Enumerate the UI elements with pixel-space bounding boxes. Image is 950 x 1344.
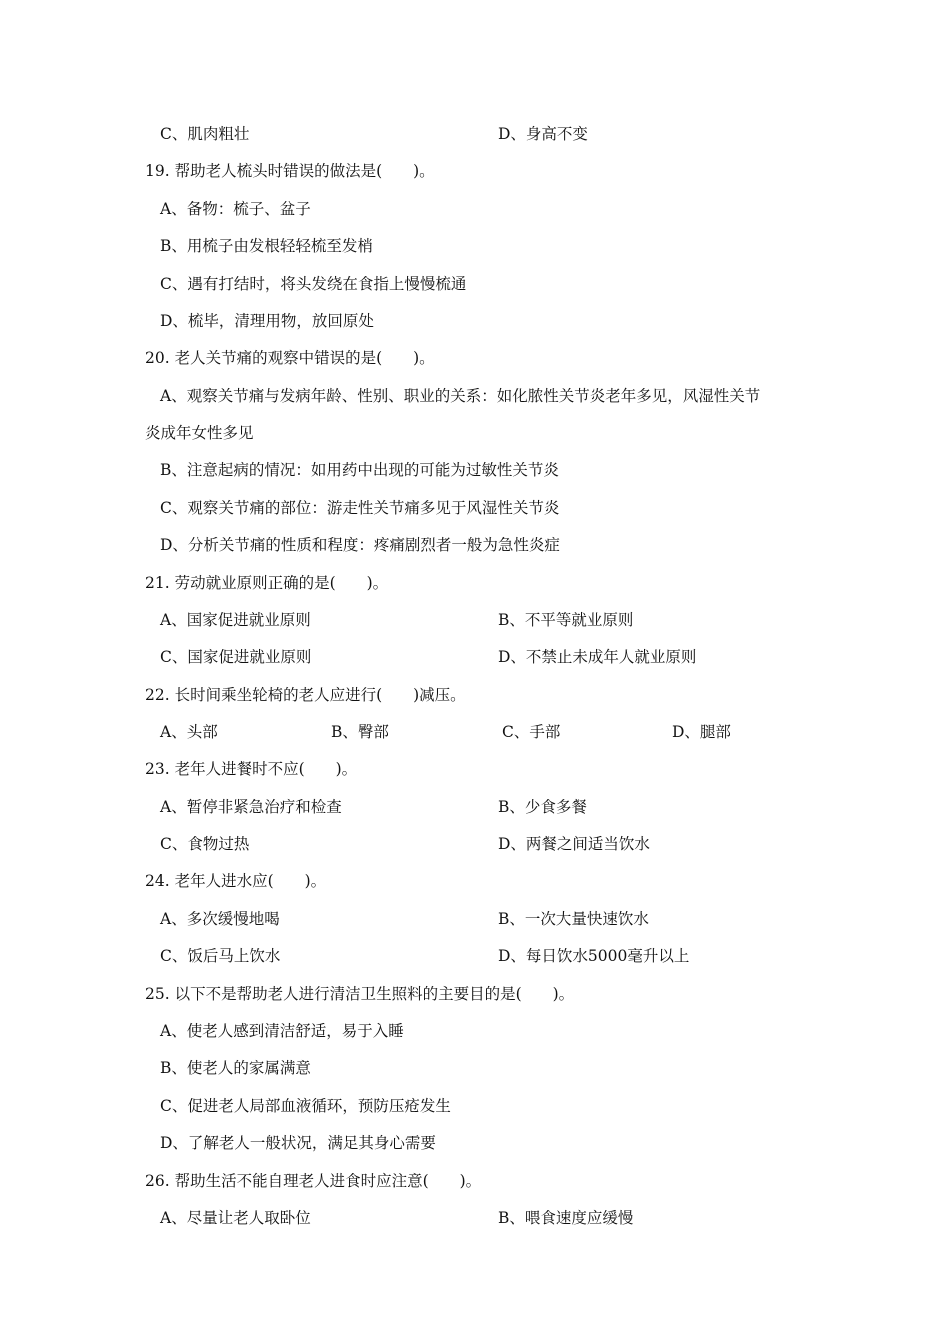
q21-option-d: D、不禁止未成年人就业原则 [498, 648, 697, 666]
q18-option-c: C、肌肉粗壮 [160, 125, 250, 143]
q26-option-b: B、喂食速度应缓慢 [498, 1209, 634, 1227]
q21-question: 21. 劳动就业原则正确的是( )。 [145, 574, 389, 592]
q21-option-a: A、国家促进就业原则 [160, 611, 311, 629]
q18-option-d: D、身高不变 [498, 125, 588, 143]
q24-option-d: D、每日饮水5000毫升以上 [498, 947, 690, 965]
q26-option-a: A、尽量让老人取卧位 [160, 1209, 311, 1227]
q22-question: 22. 长时间乘坐轮椅的老人应进行( )减压。 [145, 686, 466, 704]
q22-option-a: A、头部 [160, 723, 218, 741]
q19-option-a: A、备物：梳子、盆子 [160, 200, 311, 218]
q24-question: 24. 老年人进水应( )。 [145, 872, 327, 890]
q21-option-b: B、不平等就业原则 [498, 611, 634, 629]
q20-question: 20. 老人关节痛的观察中错误的是( )。 [145, 349, 435, 367]
q25-question: 25. 以下不是帮助老人进行清洁卫生照料的主要目的是( )。 [145, 985, 575, 1003]
q23-option-b: B、少食多餐 [498, 798, 587, 816]
q26-question: 26. 帮助生活不能自理老人进食时应注意( )。 [145, 1172, 482, 1190]
q19-option-d: D、梳毕，清理用物，放回原处 [160, 312, 374, 330]
q20-option-c: C、观察关节痛的部位：游走性关节痛多见于风湿性关节炎 [160, 499, 560, 517]
q19-question: 19. 帮助老人梳头时错误的做法是( )。 [145, 162, 435, 180]
q25-option-d: D、了解老人一般状况，满足其身心需要 [160, 1134, 436, 1152]
q23-option-d: D、两餐之间适当饮水 [498, 835, 650, 853]
q25-option-c: C、促进老人局部血液循环，预防压疮发生 [160, 1097, 451, 1115]
q25-option-a: A、使老人感到清洁舒适，易于入睡 [160, 1022, 404, 1040]
q24-option-b: B、一次大量快速饮水 [498, 910, 649, 928]
q24-option-c: C、饭后马上饮水 [160, 947, 281, 965]
q25-option-b: B、使老人的家属满意 [160, 1059, 311, 1077]
q22-option-c: C、手部 [502, 723, 561, 741]
q20-option-a: A、观察关节痛与发病年龄、性别、职业的关系：如化脓性关节炎老年多见，风湿性关节 [160, 387, 761, 405]
q23-option-c: C、食物过热 [160, 835, 250, 853]
q24-option-a: A、多次缓慢地喝 [160, 910, 280, 928]
q20-option-b: B、注意起病的情况：如用药中出现的可能为过敏性关节炎 [160, 461, 559, 479]
q20-option-a-continued: 炎成年女性多见 [145, 424, 254, 442]
q19-option-c: C、遇有打结时，将头发绕在食指上慢慢梳通 [160, 275, 467, 293]
q22-option-b: B、臀部 [331, 723, 389, 741]
q21-option-c: C、国家促进就业原则 [160, 648, 312, 666]
q23-option-a: A、暂停非紧急治疗和检查 [160, 798, 342, 816]
q23-question: 23. 老年人进餐时不应( )。 [145, 760, 358, 778]
q19-option-b: B、用梳子由发根轻轻梳至发梢 [160, 237, 373, 255]
q22-option-d: D、腿部 [672, 723, 731, 741]
q20-option-d: D、分析关节痛的性质和程度：疼痛剧烈者一般为急性炎症 [160, 536, 560, 554]
